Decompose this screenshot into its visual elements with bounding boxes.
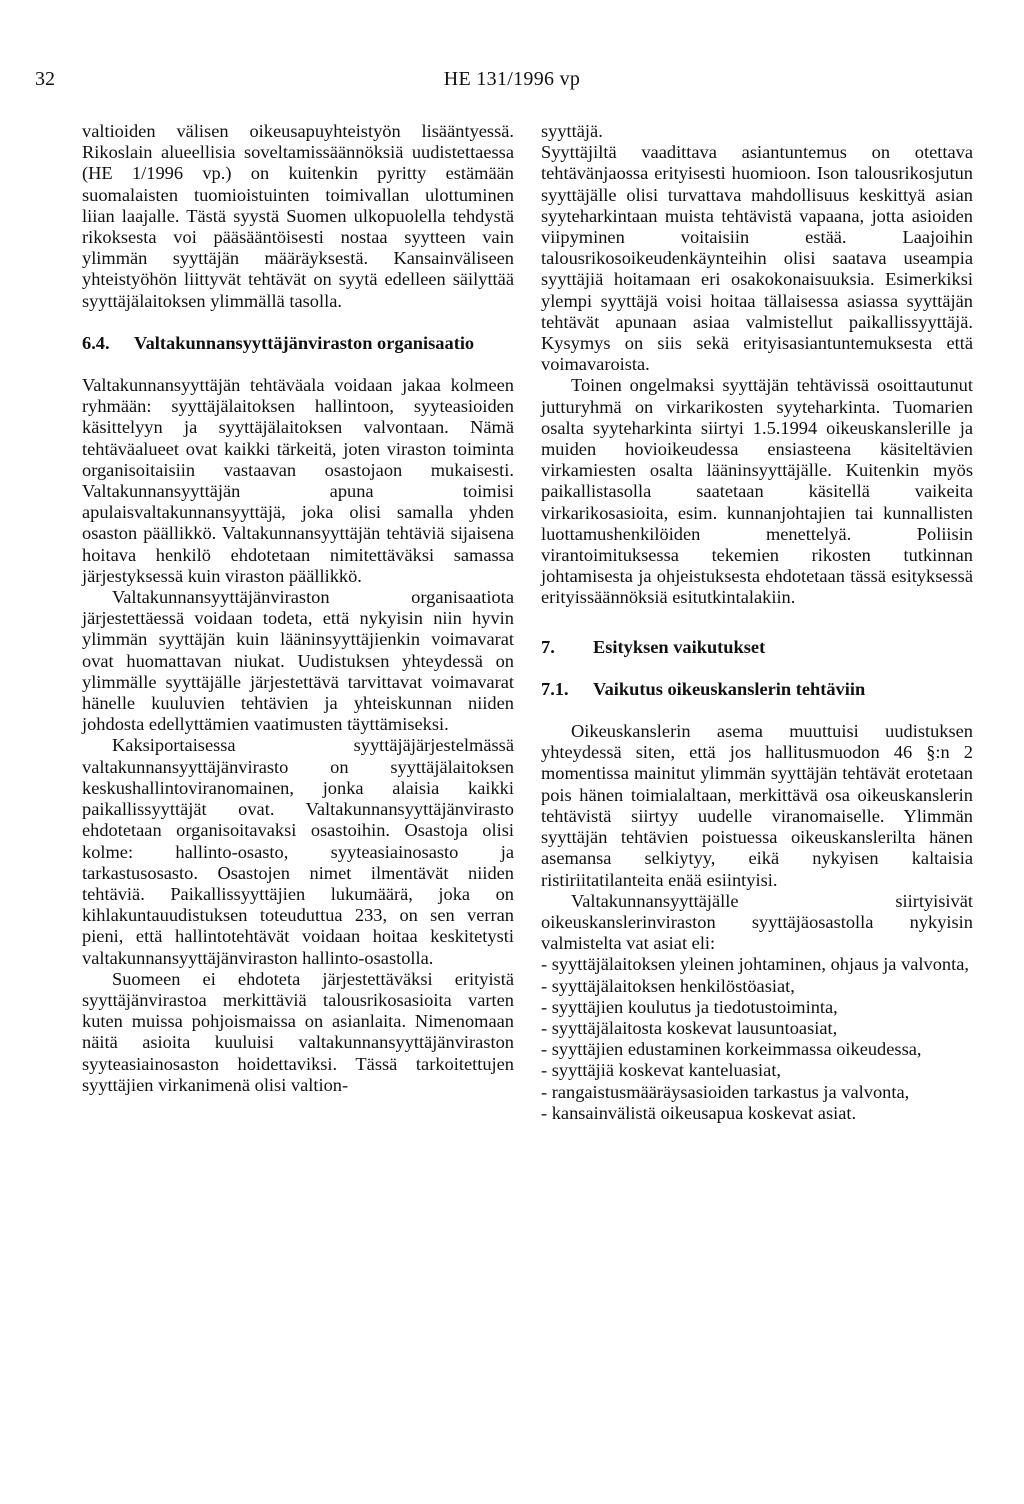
- list-item: - syyttäjälaitosta koskevat lausuntoasiat,: [541, 1017, 838, 1038]
- list-item: - rangaistusmääräysasioiden tarkastus ja valvonta,: [541, 1081, 910, 1102]
- left-paragraph-1: valtioiden välisen oikeusapuyhteistyön lisääntyessä. Rikoslain alueellisia soveltamissäännöksiä uudistettaessa (HE 1/1996 vp.) on kuitenkin pyritty estämään suomalaisten tuomioistuinten toimivallan ulottuminen liian laajalle. Tästä syystä Suomen ulkopuolella tehdystä rikoksesta voi pääsääntöisesti nostaa syytteen vain ylimmän syyttäjän määräyksestä. Kansainväliseen yhteistyöhön liittyvät tehtävät on syytä edelleen säilyttää syyttäjälaitoksen ylimmällä tasolla.: [82, 121, 514, 311]
- running-head: HE 131/1996 vp: [443, 68, 581, 90]
- section-heading-6-4: [82, 333, 514, 354]
- list-item: - syyttäjälaitoksen henkilöstöasiat,: [541, 975, 795, 996]
- list-item: - kansainvälistä oikeusapua koskevat asiat.: [541, 1102, 857, 1123]
- right-paragraph-5: Valtakunnansyyttäjälle siirtyisivät oikeuskanslerinviraston syyttäjäosastolla nykyisin valmistelta vat asiat eli:: [541, 890, 973, 954]
- left-paragraph-2: Valtakunnansyyttäjän tehtäväala voidaan jakaa kolmeen ryhmään: syyttäjälaitoksen hallintoon, syyteasioiden käsittelyyn ja syyttäjälaitoksen valvontaan. Nämä tehtäväalueet ovat kaikki tärkeitä, joten viraston toiminta organisoitaisiin vastaavan osastojaon mukaisesti. Valtakunnansyyttäjän apuna toimisi apulaisvaltakunnansyyttäjä, joka olisi samalla yhden osaston päällikkö. Valtakunnansyyttäjän tehtäviä sijaisena hoitava henkilö ehdotetaan nimitettäväksi samassa järjestyksessä kuin viraston päällikkö.: [82, 375, 514, 586]
- right-paragraph-1: syyttäjä.: [541, 121, 603, 141]
- page-number: 32: [35, 68, 55, 90]
- section-title: Vaikutus oikeuskanslerin tehtäviin: [593, 678, 866, 699]
- list-item: - syyttäjälaitoksen yleinen johtaminen, ohjaus ja valvonta,: [541, 954, 969, 975]
- section-number: 7.: [541, 636, 555, 657]
- left-column: [82, 121, 514, 1096]
- left-paragraph-5: Suomeen ei ehdoteta järjestettäväksi erityistä syyttäjänvirastoa merkittäviä talousrikosasioita varten kuten muissa pohjoismaissa on asianlaita. Nimenomaan näitä asioita kuuluisi valtakunnansyyttäjänviraston syyteasiainosaston hoidettaviksi. Tässä tarkoitettujen syyttäjien virkanimenä olisi valtion-: [82, 968, 514, 1095]
- section-title: Valtakunnansyyttäjänviraston organisaatio: [134, 332, 475, 353]
- right-paragraph-4: Oikeuskanslerin asema muuttuisi uudistuksen yhteydessä siten, että jos hallitusmuodon 46 §:n 2 momentissa mainitut ylimmän syyttäjän tehtävät erotetaan pois hänen toimialaltaan, merkittävä osa oikeuskanslerin tehtävistä siirtyy uudelle viranomaiselle. Ylimmän syyttäjän tehtävien poistuessa oikeuskanslerilta hänen asemansa selkiytyy, eikä nykyisen kaltaisia ristiriitatilanteita enää esiintyisi.: [541, 721, 973, 890]
- right-paragraph-3: Toinen ongelmaksi syyttäjän tehtävissä osoittautunut jutturyhmä on virkarikosten syyteharkinta. Tuomarien osalta syyteharkinta siirtyi 1.5.1994 oikeuskanslerille ja muiden hovioikeudessa ensiasteena käsiteltävien virkamiesten osalta lääninsyyttäjälle. Kuitenkin myös paikallistasolla saatetaan käsitellä vaikeita virkarikosasioita, esim. kunnanjohtajien tai kunnallisten luottamushenkilöiden menettelyä. Poliisin virantoimituksessa tekemien rikosten tutkinnan johtamisesta ja ohjeistuksesta ehdotetaan tässä esityksessä erityissäännöksiä esitutkintalakiin.: [541, 375, 973, 608]
- task-list: [541, 954, 973, 1124]
- list-item: - syyttäjien koulutus ja tiedotustoiminta,: [541, 996, 838, 1017]
- page-header: [35, 68, 989, 98]
- section-number: 6.4.: [82, 332, 110, 353]
- left-paragraph-3: Valtakunnansyyttäjänviraston organisaatiota järjestettäessä voidaan todeta, että nykyisin niin hyvin ylimmän syyttäjän kuin lääninsyyttäjienkin voimavarat ovat huomattavan niukat. Uudistuksen yhteydessä on ylimmälle syyttäjälle järjestettävä tarvittavat voimavarat hänelle kuuluvien tehtävien ja yhteiskunnan niiden johdosta edellyttämien vaatimusten täyttämiseksi.: [82, 587, 514, 735]
- section-title: Esityksen vaikutukset: [593, 636, 766, 657]
- right-column: [541, 121, 973, 1124]
- left-paragraph-4: Kaksiportaisessa syyttäjäjärjestelmässä valtakunnansyyttäjänvirasto on syyttäjälaitoksen keskushallintoviranomainen, jonka alaisia kaikki paikallissyyttäjät ovat. Valtakunnansyyttäjänvirasto ehdotetaan organisoitavaksi osastoihin. Osastoja olisi kolme: hallinto-osasto, syyteasiainosasto ja tarkastusosasto. Osastojen nimet ilmentävät niiden tehtäviä. Paikallissyyttäjien lukumäärä, joka on kihlakuntauudistuksen toteuduttua 233, on sen verran pieni, että hallintotehtävät voidaan hoitaa keskitetysti valtakunnansyyttäjänviraston hallinto-osastolla.: [82, 735, 514, 968]
- list-item: - syyttäjien edustaminen korkeimmassa oikeudessa,: [541, 1039, 922, 1060]
- section-number: 7.1.: [541, 678, 569, 699]
- section-heading-7-1: [541, 679, 973, 700]
- right-paragraph-2: Syyttäjiltä vaadittava asiantuntemus on otettava tehtävänjaossa erityisesti huomioon. Ison talousrikosjutun syyttäjälle olisi turvattava mahdollisuus keskittyä asian syyteharkintaan muista tehtävistä vapaana, jotta asioiden viipyminen voitaisiin estää. Laajoihin talousrikosoikeudenkäynteihin olisi saatava useampia syyttäjiä hoitamaan eri osakokonaisuuksia. Esimerkiksi ylempi syyttäjä voisi hoitaa tällaisessa asiassa syyttäjän tehtävät apunaan asiaa valmistellut paikallissyyttäjä. Kysymys on siis sekä erityisasiantuntemuksesta että voimavaroista.: [541, 142, 973, 375]
- section-heading-7: [541, 637, 973, 658]
- list-item: - syyttäjiä koskevat kanteluasiat,: [541, 1060, 782, 1081]
